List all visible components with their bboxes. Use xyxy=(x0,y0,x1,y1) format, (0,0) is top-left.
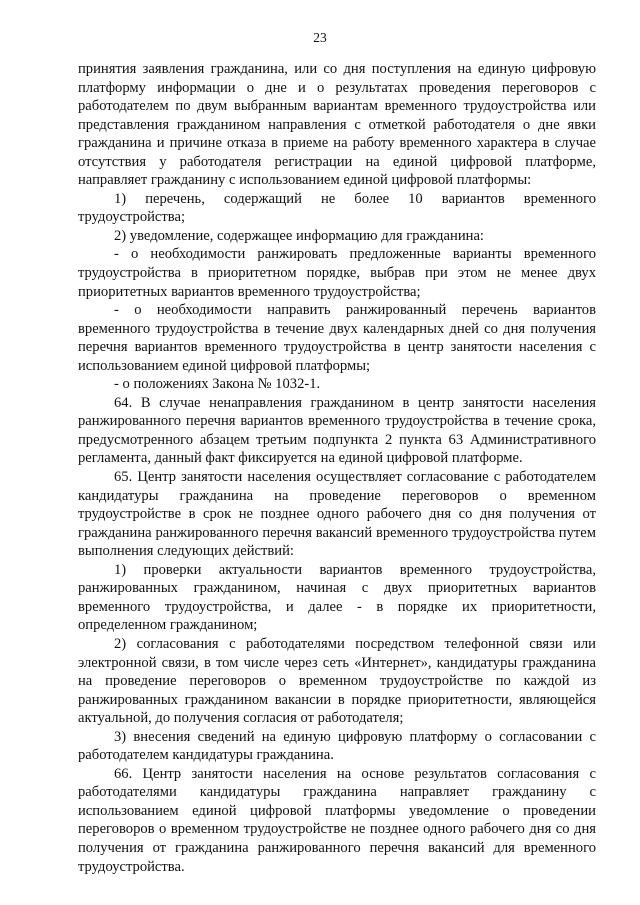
page-number: 23 xyxy=(313,30,327,45)
list-item-65-2: 2) согласования с работодателями посредством телефонной связи или электронной связи, в том числе через сеть «Интернет», кандидатуры гражданина на проведение переговоров о временном трудоустройстве по каждой из ранжированных гражданином вакансии в порядке приоритетности, являющейся актуальной, до получения согласия от работодателя; xyxy=(78,635,596,727)
bullet-send-ranked-list: - о необходимости направить ранжированный перечень вариантов временного трудоустройства в течение двух календарных дней со дня получения перечня вариантов временного трудоустройства в центр занятости населения с использованием единой цифровой платформы; xyxy=(78,302,596,374)
list-item-1-list-of-options: 1) перечень, содержащий не более 10 вариантов временного трудоустройства; xyxy=(78,190,596,226)
list-item-65-3: 3) внесения сведений на единую цифровую платформу о согласовании с работодателем кандидатуры гражданина. xyxy=(78,728,596,764)
paragraph-66: 66. Центр занятости населения на основе результатов согласования с работодателями кандидатуры гражданина направляет гражданину с использованием единой цифровой платформы уведомление о проведении переговоров о временном трудоустройстве не позднее одного рабочего дня со дня получения от гражданина ранжированного перечня вакансий для временного трудоустройства. xyxy=(78,765,596,875)
bullet-rank-options: - о необходимости ранжировать предложенные варианты временного трудоустройства в приоритетном порядке, выбрав при этом не менее двух приоритетных вариантов временного трудоустройства; xyxy=(78,246,596,300)
document-body xyxy=(78,60,596,876)
paragraph-continuation: принятия заявления гражданина, или со дня поступления на единую цифровую платформу информации о дне и о результатах проведения переговоров с работодателем по двум выбранным вариантам временного трудоустройства или представления гражданином направления с отметкой работодателя о дне явки гражданина и причине отказа в приеме на работу временного характера в случае отсутствия у работодателя регистрации на единой цифровой платформе, направляет гражданину с использованием единой цифровой платформы: xyxy=(78,61,596,189)
list-item-65-1: 1) проверки актуальности вариантов временного трудоустройства, ранжированных гражданином, начиная с двух приоритетных вариантов временного трудоустройства, и далее - в порядке их приоритетности, определенном гражданином; xyxy=(78,561,596,634)
paragraph-65: 65. Центр занятости населения осуществляет согласование с работодателем кандидатуры гражданина на проведение переговоров о временном трудоустройстве в срок не позднее одного рабочего дня со дня получения от гражданина ранжированного перечня вакансий временного трудоустройства путем выполнения следующих действий: xyxy=(78,469,596,560)
list-item-2-notification: 2) уведомление, содержащее информацию для гражданина: xyxy=(114,227,484,244)
paragraph-64: 64. В случае ненаправления гражданином в центр занятости населения ранжированного перечня вариантов временного трудоустройства в течение срока, предусмотренного абзацем третьим подпункта 2 пункта 63 Административного регламента, данный факт фиксируется на единой цифровой платформе. xyxy=(78,394,596,467)
bullet-law-provisions: - о положениях Закона № 1032-1. xyxy=(114,376,321,393)
